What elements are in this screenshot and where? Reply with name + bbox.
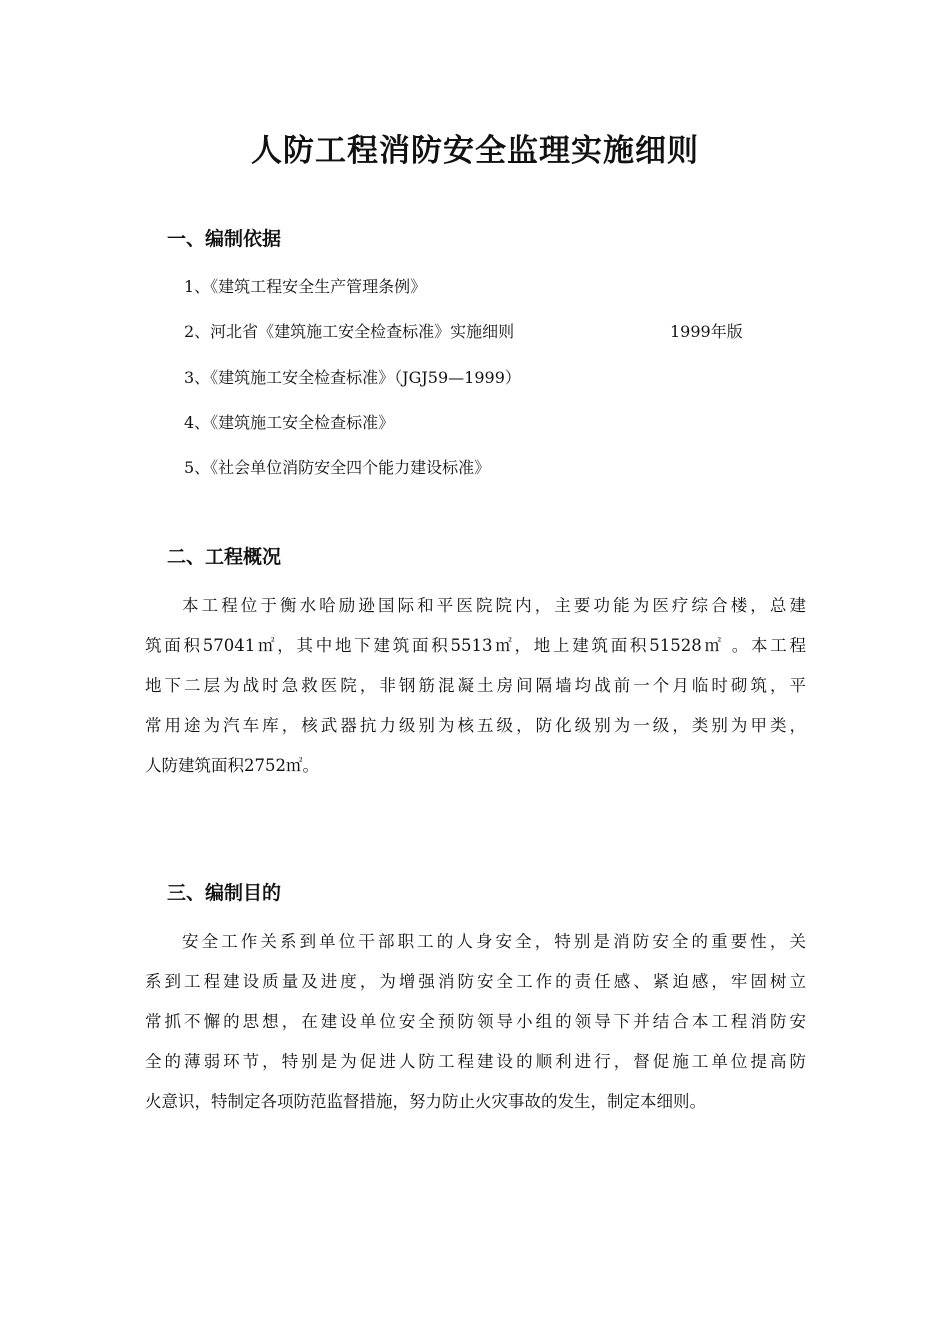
basis-item-text: 4、《建筑施工安全检查标准》 [184,413,395,432]
document-title: 人防工程消防安全监理实施细则 [251,133,699,169]
section-heading-overview: 二、工程概况 [167,546,282,568]
basis-item-text: 3、《建筑施工安全检查标准》（JGJ59—1999） [184,368,521,387]
paragraph-line: 筑面积57041㎡，其中地下建筑面积5513㎡，地上建筑面积51528㎡ 。本工程 [145,636,806,655]
basis-item [184,456,490,480]
paragraph-line: 火意识，特制定各项防范监督措施，努力防止火灾事故的发生，制定本细则。 [145,1092,706,1111]
basis-item [184,366,521,390]
basis-item-edition: 1999年版 [670,322,743,341]
paragraph-line: 人防建筑面积2752㎡。 [145,756,319,775]
basis-item-text: 1、《建筑工程安全生产管理条例》 [184,277,427,296]
paragraph-line: 地下二层为战时急救医院，非钢筋混凝土房间隔墙均战前一个月临时砌筑，平 [145,676,806,695]
overview-paragraph [145,586,806,786]
paragraph-line: 全的薄弱环节，特别是为促进人防工程建设的顺利进行，督促施工单位提高防 [145,1052,806,1071]
purpose-paragraph [145,922,806,1122]
paragraph-line: 本工程位于衡水哈励逊国际和平医院院内，主要功能为医疗综合楼，总建 [182,596,806,615]
paragraph-line: 常用途为汽车库，核武器抗力级别为核五级，防化级别为一级，类别为甲类， [145,716,806,735]
basis-item [184,275,426,299]
paragraph-line: 安全工作关系到单位干部职工的人身安全，特别是消防安全的重要性，关 [182,932,806,951]
basis-item-text: 5、《社会单位消防安全四个能力建设标准》 [184,458,491,477]
section-heading-purpose: 三、编制目的 [167,882,282,904]
basis-item-text: 2、河北省《建筑施工安全检查标准》实施细则 [184,322,515,341]
paragraph-line: 系到工程建设质量及进度，为增强消防安全工作的责任感、紧迫感，牢固树立 [145,972,806,991]
section-heading-basis: 一、编制依据 [167,228,282,250]
basis-item [184,320,804,344]
paragraph-line: 常抓不懈的思想，在建设单位安全预防领导小组的领导下并结合本工程消防安 [145,1012,806,1031]
basis-item [184,411,394,435]
